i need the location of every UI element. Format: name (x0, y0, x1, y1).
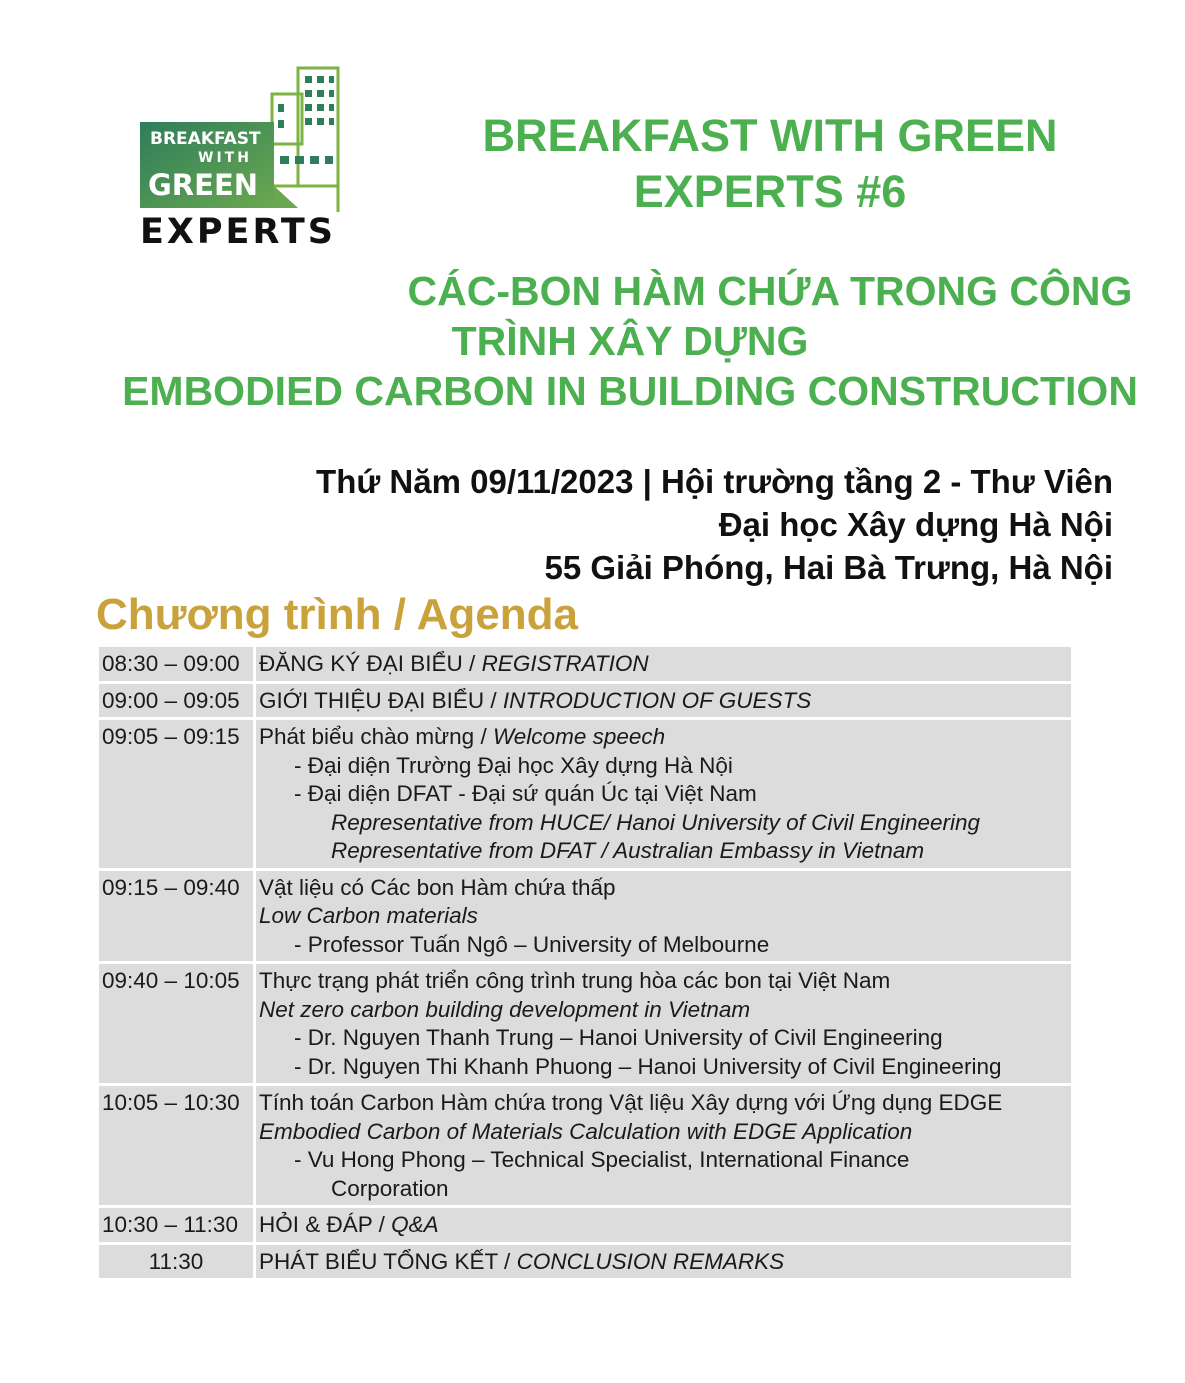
speaker-item: - Đại diện Trường Đại học Xây dựng Hà Nội (294, 752, 733, 778)
agenda-session (255, 963, 1073, 1085)
agenda-session (255, 869, 1073, 963)
table-row (98, 1207, 1073, 1244)
table-row (98, 1085, 1073, 1207)
session-vi: Vật liệu có Các bon Hàm chứa thấp (259, 874, 616, 900)
table-row (98, 869, 1073, 963)
logo-text-green: GREEN (148, 168, 259, 202)
speaker-item: - Professor Tuấn Ngô – University of Melbourne (294, 931, 770, 957)
session-vi: PHÁT BIỂU TỔNG KẾT / (259, 1248, 517, 1274)
agenda-time: 09:00 – 09:05 (98, 682, 255, 719)
session-en: CONCLUSION REMARKS (516, 1248, 785, 1274)
venue-line1: Thứ Năm 09/11/2023 | Hội trường tầng 2 - Thư Viên (316, 463, 1113, 500)
session-en: Q&A (391, 1212, 439, 1237)
logo-text-with: WITH (198, 150, 252, 166)
table-row (98, 963, 1073, 1085)
session-vi: GIỚI THIỆU ĐẠI BIỂU / (259, 687, 503, 713)
subtitle-vi-line1: CÁC-BON HÀM CHỨA TRONG CÔNG (407, 268, 1133, 314)
session-en: REGISTRATION (481, 651, 649, 676)
agenda-heading: Chương trình / Agenda (96, 590, 578, 639)
agenda-session (255, 1207, 1073, 1244)
agenda-session (255, 719, 1073, 870)
table-row (98, 1243, 1073, 1280)
agenda-session (255, 1243, 1073, 1280)
session-en: Low Carbon materials (259, 903, 478, 928)
agenda-session (255, 1085, 1073, 1207)
agenda-time: 08:30 – 09:00 (98, 646, 255, 683)
session-vi: Tính toán Carbon Hàm chứa trong Vật liệu Xây dựng với Ứng dụng EDGE (259, 1090, 1003, 1115)
agenda-time: 11:30 (98, 1243, 255, 1280)
session-en: Net zero carbon building development in Vietnam (259, 996, 751, 1022)
table-row (98, 682, 1073, 719)
event-title-line1: BREAKFAST WITH GREEN (482, 110, 1058, 161)
speaker-item: - Đại diện DFAT - Đại sứ quán Úc tại Việt Nam (294, 781, 757, 806)
agenda-time: 10:05 – 10:30 (98, 1085, 255, 1207)
agenda-time: 09:05 – 09:15 (98, 719, 255, 870)
session-vi: ĐĂNG KÝ ĐẠI BIỂU / (259, 651, 482, 676)
subtitle-en: EMBODIED CARBON IN BUILDING CONSTRUCTION (122, 368, 1138, 414)
agenda-time: 09:40 – 10:05 (98, 963, 255, 1085)
agenda-time: 09:15 – 09:40 (98, 869, 255, 963)
speaker-item-continued: Corporation (331, 1175, 449, 1201)
speaker-item: - Dr. Nguyen Thi Khanh Phuong – Hanoi University of Civil Engineering (294, 1053, 1002, 1079)
speaker-item: - Vu Hong Phong – Technical Specialist, International Finance (294, 1147, 910, 1172)
session-en: Welcome speech (492, 724, 666, 749)
speaker-item-en: Representative from DFAT / Australian Embassy in Vietnam (331, 838, 925, 863)
event-logo (138, 62, 348, 252)
table-row (98, 646, 1073, 683)
logo-text-breakfast: BREAKFAST (150, 129, 261, 149)
agenda-table (96, 644, 1074, 1281)
speaker-item: - Dr. Nguyen Thanh Trung – Hanoi University of Civil Engineering (294, 1025, 943, 1050)
agenda-time: 10:30 – 11:30 (98, 1207, 255, 1244)
session-vi: Thực trạng phát triển công trình trung hòa các bon tại Việt Nam (259, 968, 891, 993)
venue-line2: Đại học Xây dựng Hà Nội (718, 506, 1113, 543)
table-row (98, 719, 1073, 870)
speaker-item-en: Representative from HUCE/ Hanoi University of Civil Engineering (331, 809, 981, 835)
session-en: Embodied Carbon of Materials Calculation with EDGE Application (259, 1118, 913, 1144)
session-en: INTRODUCTION OF GUESTS (502, 687, 812, 713)
event-title-line2: EXPERTS #6 (633, 166, 907, 217)
logo-text-experts: EXPERTS (140, 212, 336, 252)
session-vi: HỎI & ĐÁP / (259, 1212, 392, 1237)
agenda-session (255, 646, 1073, 683)
session-vi: Phát biểu chào mừng / (259, 724, 493, 749)
venue-line3: 55 Giải Phóng, Hai Bà Trưng, Hà Nội (544, 549, 1113, 586)
agenda-session (255, 682, 1073, 719)
subtitle-vi-line2: TRÌNH XÂY DỰNG (451, 318, 809, 364)
